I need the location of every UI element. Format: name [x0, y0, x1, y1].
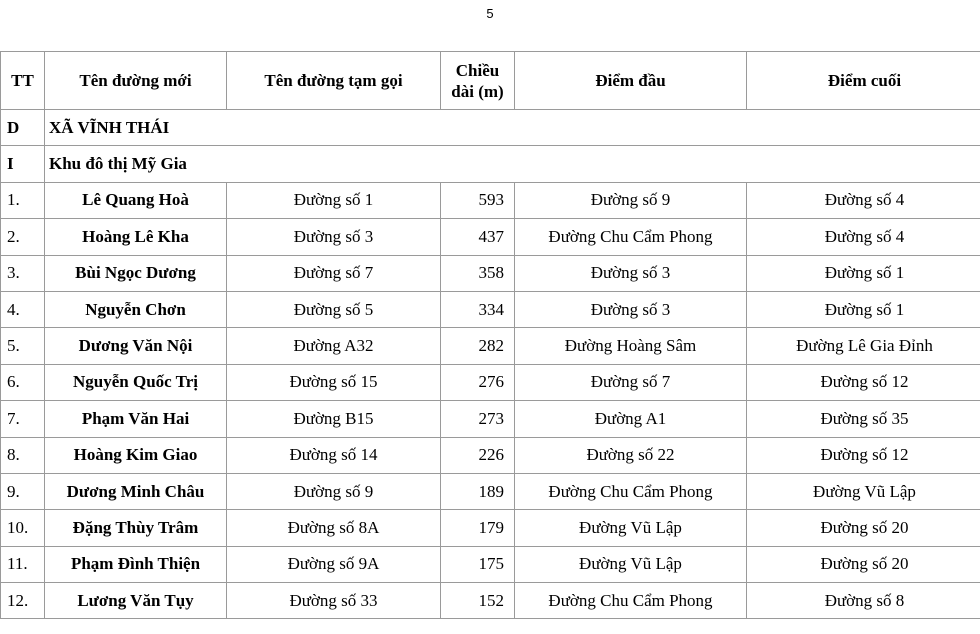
row-tt: 6. — [1, 364, 45, 400]
row-temp-name: Đường số 1 — [227, 182, 441, 218]
table-row — [1, 291, 980, 327]
row-new-name: Nguyễn Quốc Trị — [45, 364, 227, 400]
row-start: Đường A1 — [515, 401, 747, 437]
row-end: Đường số 35 — [747, 401, 980, 437]
row-tt: 4. — [1, 291, 45, 327]
row-end: Đường số 12 — [747, 364, 980, 400]
row-tt: 10. — [1, 510, 45, 546]
section-row — [1, 110, 980, 146]
table-row — [1, 437, 980, 473]
row-tt: 12. — [1, 583, 45, 619]
row-end: Đường số 1 — [747, 291, 980, 327]
row-length: 358 — [441, 255, 515, 291]
row-tt: 3. — [1, 255, 45, 291]
page-number: 5 — [486, 6, 494, 21]
row-new-name: Hoàng Lê Kha — [45, 219, 227, 255]
row-length: 226 — [441, 437, 515, 473]
row-tt: 1. — [1, 182, 45, 218]
row-temp-name: Đường số 15 — [227, 364, 441, 400]
row-tt: 9. — [1, 473, 45, 509]
subsection-row — [1, 146, 980, 182]
header-tt: TT — [1, 52, 45, 110]
row-start: Đường Chu Cẩm Phong — [515, 583, 747, 619]
table-row — [1, 401, 980, 437]
row-start: Đường Hoàng Sâm — [515, 328, 747, 364]
row-new-name: Hoàng Kim Giao — [45, 437, 227, 473]
row-end: Đường số 20 — [747, 510, 980, 546]
row-tt: 7. — [1, 401, 45, 437]
row-new-name: Dương Văn Nội — [45, 328, 227, 364]
row-temp-name: Đường số 5 — [227, 291, 441, 327]
row-end: Đường số 4 — [747, 182, 980, 218]
row-new-name: Phạm Văn Hai — [45, 401, 227, 437]
row-start: Đường Chu Cẩm Phong — [515, 473, 747, 509]
row-length: 189 — [441, 473, 515, 509]
row-tt: 2. — [1, 219, 45, 255]
row-new-name: Lương Văn Tụy — [45, 583, 227, 619]
row-temp-name: Đường số 9A — [227, 546, 441, 582]
header-start: Điểm đầu — [515, 52, 747, 110]
row-end: Đường số 12 — [747, 437, 980, 473]
row-end: Đường số 4 — [747, 219, 980, 255]
table-row — [1, 583, 980, 619]
row-length: 282 — [441, 328, 515, 364]
table-row — [1, 328, 980, 364]
row-new-name: Dương Minh Châu — [45, 473, 227, 509]
header-temp-name: Tên đường tạm gọi — [227, 52, 441, 110]
street-naming-table — [0, 51, 980, 619]
row-new-name: Đặng Thùy Trâm — [45, 510, 227, 546]
row-end: Đường số 8 — [747, 583, 980, 619]
row-length: 179 — [441, 510, 515, 546]
row-new-name: Bùi Ngọc Dương — [45, 255, 227, 291]
row-tt: 8. — [1, 437, 45, 473]
table-header-row — [1, 52, 980, 110]
row-tt: 5. — [1, 328, 45, 364]
row-start: Đường số 3 — [515, 255, 747, 291]
row-start: Đường số 3 — [515, 291, 747, 327]
table-row — [1, 182, 980, 218]
header-new-name: Tên đường mới — [45, 52, 227, 110]
table-row — [1, 364, 980, 400]
header-length-line2: dài (m) — [451, 81, 504, 101]
row-start: Đường số 22 — [515, 437, 747, 473]
row-new-name: Phạm Đình Thiện — [45, 546, 227, 582]
row-temp-name: Đường số 8A — [227, 510, 441, 546]
row-end: Đường Vũ Lập — [747, 473, 980, 509]
row-temp-name: Đường số 14 — [227, 437, 441, 473]
section-code: D — [1, 110, 45, 146]
row-new-name: Lê Quang Hoà — [45, 182, 227, 218]
table-row — [1, 219, 980, 255]
section-title: XÃ VĨNH THÁI — [45, 110, 980, 146]
table-row — [1, 510, 980, 546]
row-length: 334 — [441, 291, 515, 327]
row-start: Đường số 9 — [515, 182, 747, 218]
row-length: 593 — [441, 182, 515, 218]
header-length — [441, 52, 515, 110]
row-temp-name: Đường A32 — [227, 328, 441, 364]
row-temp-name: Đường số 33 — [227, 583, 441, 619]
subsection-code: I — [1, 146, 45, 182]
row-new-name: Nguyễn Chơn — [45, 291, 227, 327]
row-temp-name: Đường số 9 — [227, 473, 441, 509]
row-temp-name: Đường B15 — [227, 401, 441, 437]
row-length: 437 — [441, 219, 515, 255]
row-end: Đường Lê Gia Đỉnh — [747, 328, 980, 364]
table-row — [1, 255, 980, 291]
row-end: Đường số 1 — [747, 255, 980, 291]
header-length-line1: Chiều — [455, 60, 500, 80]
row-tt: 11. — [1, 546, 45, 582]
row-start: Đường Vũ Lập — [515, 546, 747, 582]
row-length: 276 — [441, 364, 515, 400]
subsection-title: Khu đô thị Mỹ Gia — [45, 146, 980, 182]
row-end: Đường số 20 — [747, 546, 980, 582]
row-start: Đường số 7 — [515, 364, 747, 400]
row-start: Đường Chu Cẩm Phong — [515, 219, 747, 255]
row-temp-name: Đường số 3 — [227, 219, 441, 255]
table-row — [1, 546, 980, 582]
row-length: 273 — [441, 401, 515, 437]
header-end: Điểm cuối — [747, 52, 980, 110]
row-length: 175 — [441, 546, 515, 582]
row-temp-name: Đường số 7 — [227, 255, 441, 291]
row-length: 152 — [441, 583, 515, 619]
row-start: Đường Vũ Lập — [515, 510, 747, 546]
table-row — [1, 473, 980, 509]
